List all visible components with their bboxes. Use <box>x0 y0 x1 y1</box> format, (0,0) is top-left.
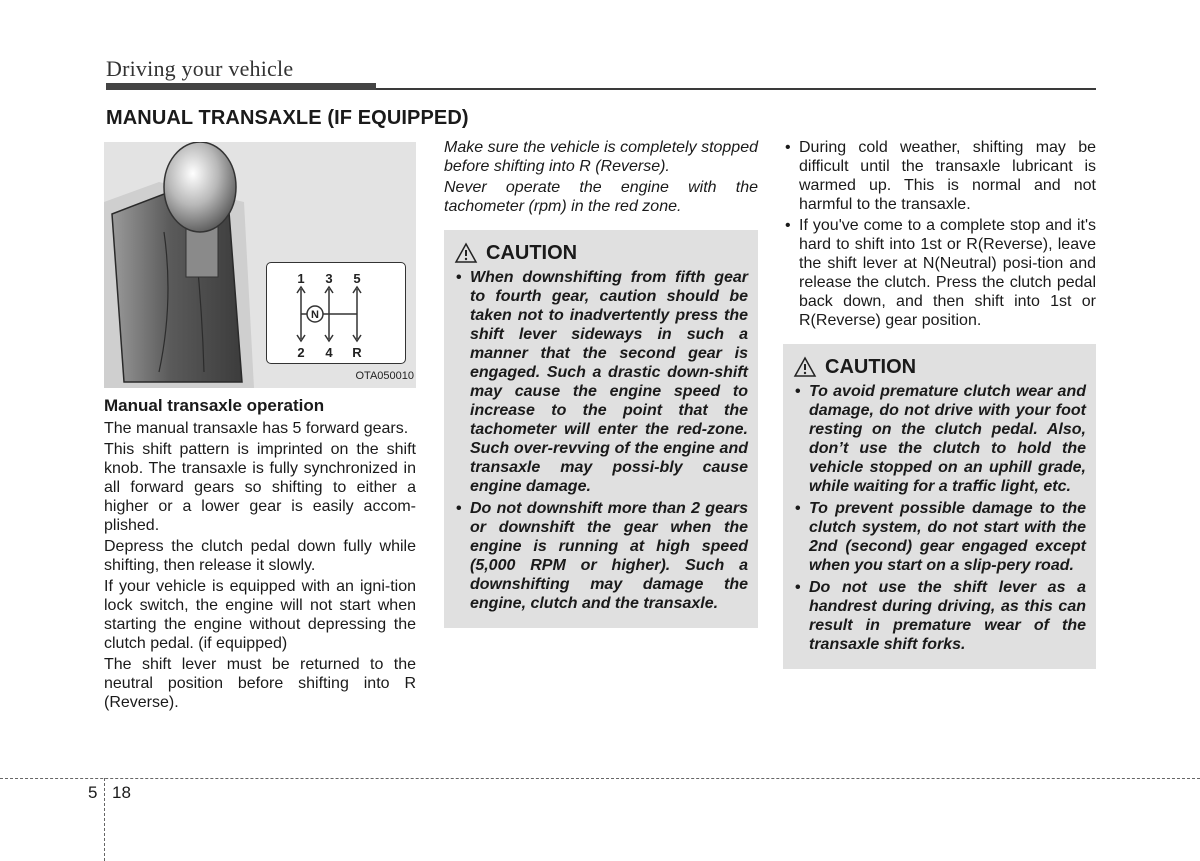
footer-divider <box>104 778 105 861</box>
caution-item: • Do not use the shift lever as a handrest during driving, as this can result in premature wear of the transaxle shift forks. <box>793 578 1086 654</box>
warning-triangle-icon <box>454 242 478 264</box>
gear-label-3: 3 <box>325 271 333 286</box>
caution-item: • When downshifting from fifth gear to fourth gear, caution should be taken not to inadvertently press the shift lever sideways in such a manner that the second gear is engaged. Such a drastic down-shift may cause the engine speed to increase to the point that the tachometer will enter the red-zone. Such over-revving of the engine and transaxle may possi-bly cause engine damage. <box>454 268 748 496</box>
paragraph: Depress the clutch pedal down fully while shifting, then release it slowly. <box>104 538 416 574</box>
caution-box <box>783 344 1096 669</box>
warning-triangle-icon <box>793 356 817 378</box>
paragraph: The manual transaxle has 5 forward gears. <box>104 420 409 437</box>
caution-title: CAUTION <box>486 241 578 264</box>
gear-label-neutral: N <box>311 309 319 321</box>
gear-label-r: R <box>352 345 362 360</box>
bullet-list <box>783 138 1096 330</box>
paragraph: This shift pattern is imprinted on the shift knob. The transaxle is fully synchronized in all forward gears so shifting to either a higher or a lower gear is easily accom-plished. <box>104 441 416 534</box>
paragraph: If your vehicle is equipped with an igni-tion lock switch, the engine will not start when starting the engine without depressing the clutch pedal. (if equipped) <box>104 578 416 652</box>
caution-list <box>793 382 1086 654</box>
list-item: • If you've come to a complete stop and it's hard to shift into 1st or R(Reverse), leave the shift lever at N(Neutral) posi-tion and release the clutch. Press the clutch pedal back down, and then shift into 1st or R(Reverse) gear position. <box>783 216 1096 330</box>
section-header: Driving your vehicle <box>106 56 294 81</box>
section-heading: Manual transaxle operation <box>104 396 325 415</box>
caution-box <box>444 230 758 628</box>
column-left <box>104 142 416 714</box>
header-rule-accent <box>106 83 376 90</box>
caution-heading <box>454 242 748 264</box>
gear-shift-figure <box>104 142 416 388</box>
gear-label-1: 1 <box>297 271 305 286</box>
chapter-number: 5 <box>88 783 98 802</box>
italic-paragraph: Never operate the engine with the tachometer (rpm) in the red zone. <box>444 179 758 215</box>
column-middle <box>444 138 758 628</box>
caution-item: • To avoid premature clutch wear and damage, do not drive with your foot resting on the clutch pedal. Also, don’t use the clutch to hold the vehicle stopped on an uphill grade, while waiting for a traffic light, etc. <box>793 382 1086 496</box>
caution-item: • Do not downshift more than 2 gears or downshift the gear when the engine is running at high speed (5,000 RPM or higher). Such a downshifting may damage the engine, clutch and the transaxle. <box>454 499 748 613</box>
shift-pattern-diagram <box>267 263 405 363</box>
gear-label-4: 4 <box>325 345 333 360</box>
caution-item: • To prevent possible damage to the clutch system, do not start with the 2nd (second) gear engaged except when you start on a slip-pery road. <box>793 499 1086 575</box>
caution-list <box>454 268 748 613</box>
page-number: 18 <box>112 783 131 802</box>
column-right <box>783 138 1096 669</box>
caution-heading <box>793 356 1086 378</box>
paragraph: The shift lever must be returned to the neutral position before shifting into R (Reverse). <box>104 656 416 711</box>
gear-label-2: 2 <box>297 345 305 360</box>
italic-paragraph: Make sure the vehicle is completely stopped before shifting into R (Reverse). <box>444 139 758 175</box>
caution-title: CAUTION <box>825 355 917 378</box>
page-title: MANUAL TRANSAXLE (IF EQUIPPED) <box>106 107 469 129</box>
shift-pattern-inset <box>266 262 406 364</box>
footer-rule <box>0 778 1200 779</box>
list-item: • During cold weather, shifting may be difficult until the transaxle lubricant is warmed up. This is normal and not harmful to the transaxle. <box>783 138 1096 214</box>
gear-label-5: 5 <box>353 271 361 286</box>
figure-code: OTA050010 <box>355 370 414 382</box>
